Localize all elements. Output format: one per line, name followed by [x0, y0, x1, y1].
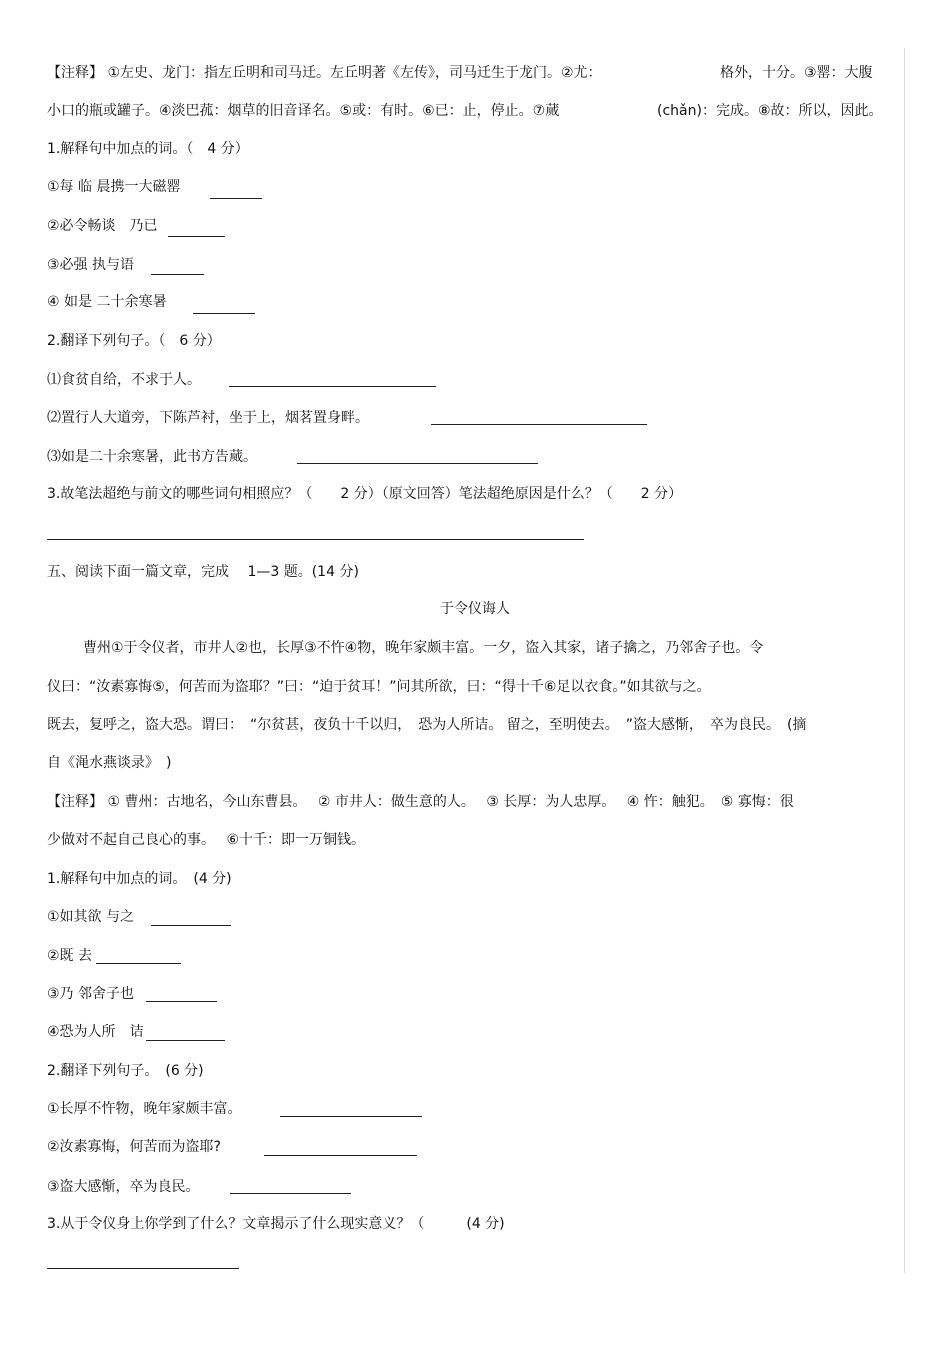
s2-q1-item-4: ④恐为人所 诘 — [47, 1024, 144, 1040]
s2-passage-line-4: 自《渑水燕谈录》 ) — [47, 755, 172, 771]
notes-line-1a: 【注释】 ①左史、龙门：指左丘明和司马迁。左丘明著《左传》，司马迁生于龙门。②尤： — [47, 65, 602, 81]
s1-q1-answer-2[interactable] — [168, 236, 225, 237]
s1-q2-item-1: ⑴食贫自给，不求于人。 — [47, 372, 201, 388]
notes-line-2b: (chǎn)：完成。⑧故：所以，因此。 — [657, 103, 883, 119]
s2-notes-line-1: 【注释】 ① 曹州：古地名，今山东曹县。 ② 市井人：做生意的人。 ③ 长厚：为人忠厚。 ④ 忤：触犯。 ⑤ 寡悔：很 — [47, 794, 794, 810]
s2-q1-answer-2[interactable] — [96, 963, 181, 964]
notes-line-2a: 小口的瓶或罐子。④淡巴菰：烟草的旧音译名。⑤或：有时。⑥已：止，停止。⑦蒇 — [47, 103, 560, 119]
s2-q2-answer-3[interactable] — [230, 1193, 351, 1194]
s1-q3-text: 3.故笔法超绝与前文的哪些词句相照应？（ 2 分）（原文回答）笔法超绝原因是什么？（ 2 分） — [47, 486, 683, 502]
s2-heading: 五、阅读下面一篇文章，完成 1—3 题。(14 分) — [47, 564, 359, 580]
s2-q1-answer-3[interactable] — [146, 1001, 217, 1002]
s2-passage-line-2: 仪曰：“汝素寡悔⑤，何苦而为盗耶？”曰：“迫于贫耳！”问其所欲，曰：“得十千⑥足以衣食。”如其欲与之。 — [47, 679, 711, 695]
s1-q1-title: 1.解释句中加点的词。（ 4 分） — [47, 141, 249, 157]
s1-q2-item-3: ⑶如是二十余寒暑，此书方告蒇。 — [47, 449, 257, 465]
s2-q2-item-1: ①长厚不忤物，晚年家颇丰富。 — [47, 1101, 242, 1117]
s2-q2-answer-1[interactable] — [280, 1116, 422, 1117]
page-edge-rule — [904, 48, 905, 1273]
s1-q1-item-3: ③必强 执与语 — [47, 257, 135, 273]
notes-line-1b: 格外，十分。③罂：大腹 — [720, 65, 873, 81]
s1-q3-answer[interactable] — [47, 539, 584, 540]
s2-notes-line-2: 少做对不起自己良心的事。 ⑥十千：即一万铜钱。 — [47, 832, 365, 848]
s1-q1-item-2: ②必令畅谈 乃已 — [47, 218, 158, 234]
s2-q1-answer-4[interactable] — [146, 1040, 225, 1041]
s2-q2-answer-2[interactable] — [264, 1155, 417, 1156]
s1-q2-title: 2.翻译下列句子。（ 6 分） — [47, 333, 221, 349]
s1-q1-answer-3[interactable] — [151, 274, 204, 275]
s2-passage-line-3: 既去，复呼之，盗大恐。谓曰： “尔贫甚，夜负十千以归， 恐为人所诘。 留之，至明使去。 ”盗大感惭， 卒为良民。 (摘 — [47, 717, 807, 733]
s2-q3-text: 3.从于令仪身上你学到了什么？文章揭示了什么现实意义？（ (4 分) — [47, 1216, 505, 1232]
s2-q1-item-3: ③乃 邻舍子也 — [47, 986, 135, 1002]
s2-passage-line-1: 曹州①于令仪者，市井人②也，长厚③不忤④物，晚年家颇丰富。一夕，盗入其家，诸子擒之，乃邻舍子也。令 — [83, 640, 764, 656]
s2-q2-item-3: ③盗大感惭，卒为良民。 — [47, 1179, 200, 1195]
s1-q1-answer-1[interactable] — [210, 198, 262, 199]
s2-q1-item-1: ①如其欲 与之 — [47, 909, 135, 925]
s2-q3-answer[interactable] — [47, 1268, 239, 1269]
s2-q1-answer-1[interactable] — [151, 925, 231, 926]
s1-q2-answer-3[interactable] — [297, 463, 538, 464]
s1-q2-answer-1[interactable] — [229, 386, 436, 387]
s2-q1-item-2: ②既 去 — [47, 948, 93, 964]
s1-q2-item-2: ⑵置行人大道旁，下陈芦衬，坐于上，烟茗置身畔。 — [47, 410, 369, 426]
s1-q1-answer-4[interactable] — [193, 313, 255, 314]
s1-q1-item-4: ④ 如是 二十余寒暑 — [47, 294, 167, 310]
s2-q2-title: 2.翻译下列句子。 (6 分) — [47, 1063, 204, 1079]
s2-q1-title: 1.解释句中加点的词。 (4 分) — [47, 871, 232, 887]
s1-q2-answer-2[interactable] — [431, 424, 647, 425]
s1-q1-item-1: ①每 临 晨携一大磁罂 — [47, 179, 181, 195]
s2-q2-item-2: ②汝素寡悔，何苦而为盗耶? — [47, 1139, 221, 1155]
s2-passage-title: 于令仪诲人 — [440, 601, 510, 617]
